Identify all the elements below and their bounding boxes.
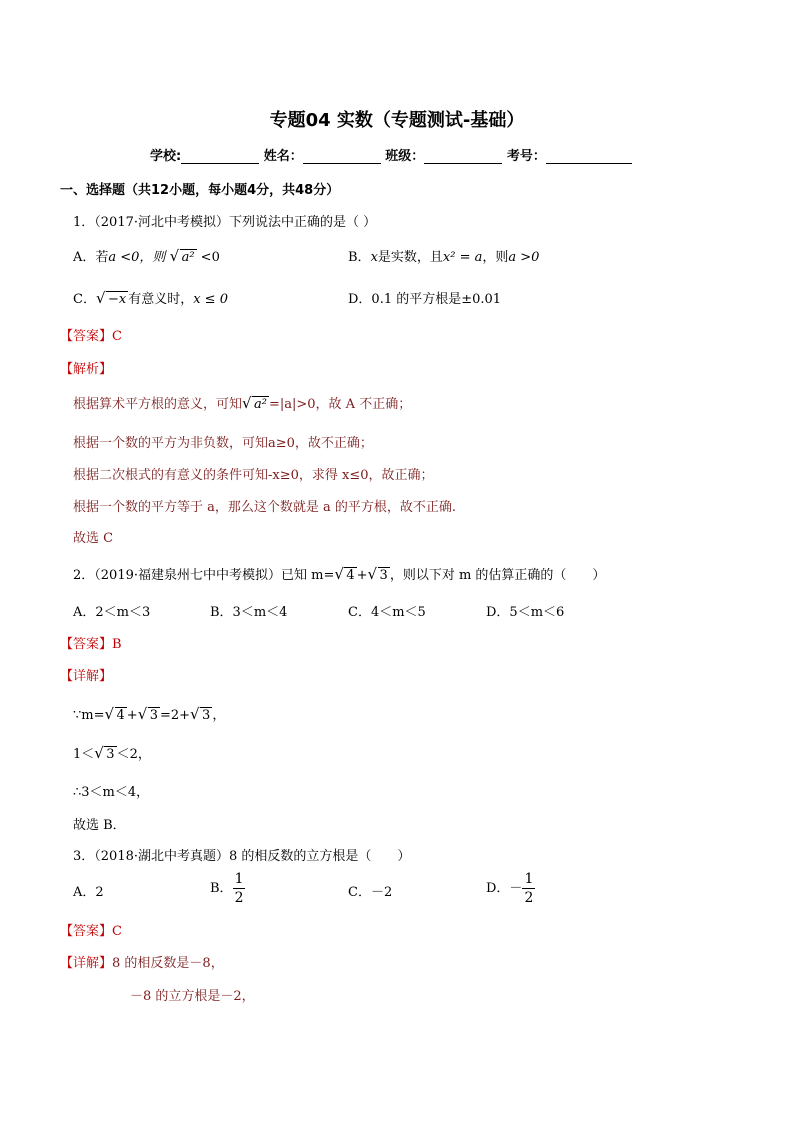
- question-3-stem: 3．（2018·湖北中考真题）8 的相反数的立方根是（ ）: [73, 849, 411, 864]
- detail-text: =2+: [159, 708, 191, 723]
- q1-option-c: [73, 288, 228, 307]
- class-label: 班级：: [385, 149, 425, 164]
- id-label: 考号：: [506, 149, 546, 164]
- math-var: x: [370, 250, 378, 265]
- school-label: 学校:: [150, 149, 182, 164]
- q1-analysis-line-1: [73, 393, 411, 412]
- denominator: 2: [524, 890, 534, 906]
- radicand: 3: [106, 747, 115, 762]
- page-title: 专题04 实数（专题测试-基础）: [269, 110, 525, 131]
- sqrt-symbol: √ −x: [95, 289, 127, 307]
- sqrt-symbol: √ a²: [242, 394, 267, 412]
- sqrt-symbol: √ 3: [94, 744, 115, 762]
- student-info-line: [150, 145, 632, 164]
- detail-text: ＜2，: [116, 747, 151, 762]
- option-label: B．: [210, 881, 233, 896]
- q3-detail-line-2: －8 的立方根是－2，: [130, 989, 255, 1004]
- q2-option-a: A．2＜m＜3: [73, 605, 151, 620]
- detail-label: 【详解】: [60, 956, 113, 971]
- sqrt-symbol: √ 3: [367, 565, 388, 583]
- math-expr: a >0: [508, 250, 540, 265]
- class-blank[interactable]: [424, 149, 502, 164]
- stem-text: ，则以下对 m 的估算正确的（ ）: [389, 568, 606, 583]
- denominator: 2: [234, 890, 244, 906]
- numerator: 1: [524, 871, 534, 887]
- name-blank[interactable]: [303, 149, 381, 164]
- q2-answer: [60, 633, 122, 652]
- sqrt-symbol: √ 4: [334, 565, 355, 583]
- math-expr: <0: [196, 250, 220, 265]
- option-text: ，则: [482, 250, 509, 265]
- detail-text: 8 的相反数是－8，: [112, 956, 224, 971]
- fraction: [233, 870, 246, 907]
- school-blank[interactable]: [181, 149, 259, 164]
- analysis-text: 根据算术平方根的意义，可知: [73, 397, 243, 412]
- radicand: 4: [116, 708, 125, 723]
- q3-option-d: [486, 870, 535, 907]
- sqrt-symbol: √ 3: [190, 705, 211, 723]
- stem-text: 2．（2019·福建泉州七中中考模拟）已知 m=: [73, 568, 335, 583]
- sqrt-symbol: √ 3: [137, 705, 158, 723]
- radicand: 3: [379, 568, 388, 583]
- q2-detail-line-3: ∴3＜m＜4，: [73, 785, 150, 800]
- q2-option-c: C．4＜m＜5: [348, 605, 426, 620]
- q3-answer: [60, 920, 122, 939]
- q3-detail-line-1: [60, 952, 224, 971]
- option-label: A．若: [73, 250, 109, 265]
- option-text: 是实数，且: [377, 250, 443, 265]
- q2-detail-line-1: [73, 704, 225, 723]
- answer-label: 【答案】: [60, 637, 113, 652]
- q1-analysis-line-2: 根据一个数的平方为非负数，可知a≥0，故不正确；: [73, 436, 373, 451]
- q2-detail-label: 【详解】: [60, 669, 113, 684]
- answer-value: B: [112, 637, 122, 652]
- q1-conclusion: 故选 C: [73, 531, 114, 546]
- q1-analysis-line-4: 根据一个数的平方等于 a，那么这个数就是 a 的平方根，故不正确.: [73, 500, 457, 515]
- detail-text: 1＜: [73, 747, 95, 762]
- q1-analysis-label: 【解析】: [60, 362, 113, 377]
- detail-text: ，: [212, 708, 226, 723]
- question-2-stem: [73, 564, 605, 583]
- math-expr: x² = a: [442, 250, 483, 265]
- option-label: B．: [348, 250, 371, 265]
- radicand: −x: [107, 292, 127, 307]
- radicand: a²: [181, 250, 195, 265]
- q2-option-d: D．5＜m＜6: [486, 605, 565, 620]
- analysis-text: =|a|>0，故 A 不正确；: [268, 397, 412, 412]
- q1-option-b: [348, 246, 539, 265]
- math-expr: a <0，则: [108, 250, 166, 265]
- detail-text: ∵m=: [73, 708, 105, 723]
- q1-option-a: [73, 246, 220, 265]
- q2-detail-line-2: [73, 743, 151, 762]
- q1-analysis-line-3: 根据二次根式的有意义的条件可知-x≥0，求得 x≤0，故正确；: [73, 468, 434, 483]
- q2-conclusion: 故选 B．: [73, 818, 126, 833]
- plus-sign: +: [356, 568, 368, 583]
- q1-option-d: D．0.1 的平方根是±0.01: [348, 292, 502, 307]
- numerator: 1: [234, 871, 244, 887]
- q3-option-a: A．2: [73, 885, 104, 900]
- answer-label: 【答案】: [60, 924, 113, 939]
- answer-label: 【答案】: [60, 329, 113, 344]
- fraction: [522, 870, 535, 907]
- radicand: 3: [202, 708, 211, 723]
- plus-sign: +: [126, 708, 138, 723]
- answer-value: C: [112, 924, 122, 939]
- id-blank[interactable]: [546, 149, 632, 164]
- q2-option-b: B．3＜m＜4: [210, 605, 288, 620]
- radicand: 3: [149, 708, 158, 723]
- answer-value: C: [112, 329, 122, 344]
- section-heading: 一、选择题（共12小题，每小题4分，共48分）: [60, 183, 340, 198]
- q1-answer: [60, 325, 122, 344]
- option-text: 有意义时，: [128, 292, 194, 307]
- question-1-stem: 1．（2017·河北中考模拟）下列说法中正确的是（ ）: [73, 215, 377, 230]
- sqrt-symbol: √ a²: [169, 247, 195, 265]
- radicand: a²: [254, 397, 267, 412]
- q3-option-c: C．－2: [348, 885, 393, 900]
- q3-option-b: [210, 870, 245, 907]
- sqrt-symbol: √ 4: [104, 705, 125, 723]
- radicand: 4: [346, 568, 355, 583]
- name-label: 姓名：: [263, 149, 303, 164]
- option-label: C．: [73, 292, 96, 307]
- option-label: D．－: [486, 881, 523, 896]
- math-expr: x ≤ 0: [193, 292, 228, 307]
